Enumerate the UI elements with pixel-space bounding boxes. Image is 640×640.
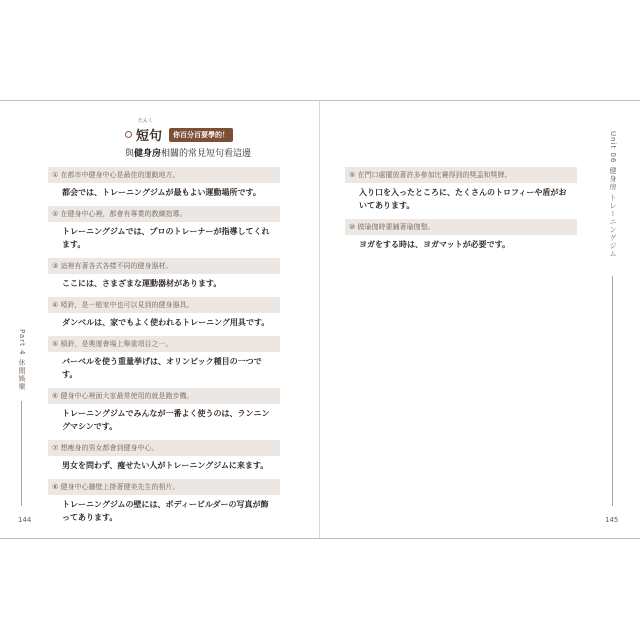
sentence-japanese: トレーニングジムでみんなが一番よく使うのは、ランニングマシンです。: [62, 409, 270, 431]
right-side-rule: [612, 276, 613, 506]
sentence-item: [48, 336, 280, 381]
right-unit-label: Unit 06 健身房 トレーニングジム: [609, 131, 617, 258]
sentence-japanese: トレーニングジムの壁には、ボディービルダーの写真が飾ってあります。: [62, 500, 269, 522]
sentence-chinese: ⑤ 槓鈴，是奧運會場上舉重項目之一。: [48, 336, 280, 352]
sentence-japanese: 入り口を入ったところに、たくさんのトロフィーや盾がおいてあります。: [359, 188, 567, 210]
heading-tag-badge: 你百分百要學的！: [169, 128, 233, 142]
heading-word: 短句: [136, 129, 163, 144]
sentence-japanese: 都会では、トレーニングジムが最もよい運動場所です。: [62, 188, 261, 197]
sentence-chinese: ⑥ 健身中心裡面大家最常使用的就是跑步機。: [48, 388, 280, 404]
sentence-item: [345, 167, 577, 212]
sentence-japanese: 男女を問わず、痩せたい人がトレーニングジムに来ます。: [62, 461, 269, 470]
book-spread: [0, 100, 640, 539]
sentence-chinese: ⑧ 健身中心牆壁上掛著健美先生的相片。: [48, 479, 280, 495]
subtitle-bold: 健身房: [134, 149, 162, 159]
sentence-item: [48, 297, 280, 329]
subtitle-pre: 與: [125, 149, 135, 159]
sentence-item: [48, 206, 280, 251]
sentence-item: [48, 440, 280, 472]
page-number-right: 145: [605, 516, 619, 524]
sentence-chinese: ⑩ 做瑜伽時要鋪著瑜伽墊。: [345, 219, 577, 235]
sentence-chinese: ① 在都市中健身中心是最佳的運動地方。: [48, 167, 280, 183]
heading-ruby: たんく: [138, 118, 154, 124]
sentence-japanese: ダンベルは、家でもよく使われるトレーニング用具です。: [62, 318, 270, 327]
sentence-chinese: ② 在健身中心裡，都會有專業的教練指導。: [48, 206, 280, 222]
right-sentence-list: [345, 167, 577, 258]
sentence-item: [48, 479, 280, 524]
left-sentence-list: [48, 167, 280, 531]
sentence-chinese: ④ 啞鈴，是一般家中也可以見到的健身器具。: [48, 297, 280, 313]
section-heading: [125, 118, 365, 159]
page-number-left: 144: [18, 516, 32, 524]
left-part-label: Part 4 休閒娛樂: [18, 329, 26, 391]
sentence-item: [345, 219, 577, 251]
sentence-item: [48, 258, 280, 290]
sentence-chinese: ⑨ 在門口處擺放著許多參加比賽得到的獎盃和獎牌。: [345, 167, 577, 183]
circle-bullet-icon: [125, 131, 132, 138]
sentence-chinese: ③ 這裡有著各式各樣不同的健身器材。: [48, 258, 280, 274]
sentence-item: [48, 388, 280, 433]
sentence-chinese: ⑦ 想瘦身的男女都會到健身中心。: [48, 440, 280, 456]
sentence-japanese: ここには、さまざまな運動器材があります。: [62, 279, 222, 288]
sentence-japanese: ヨガをする時は、ヨガマットが必要です。: [359, 240, 511, 249]
sentence-japanese: トレーニングジムでは、プロのトレーナーが指導してくれます。: [62, 227, 270, 249]
left-side-rule: [21, 401, 22, 506]
sentence-japanese: バーベルを使う重量挙げは、オリンピック種目の一つです。: [62, 357, 262, 379]
page-gutter: [319, 101, 320, 538]
subtitle-post: 相關的常見短句看這邊: [161, 149, 252, 159]
sentence-item: [48, 167, 280, 199]
heading-subtitle: [125, 146, 365, 159]
